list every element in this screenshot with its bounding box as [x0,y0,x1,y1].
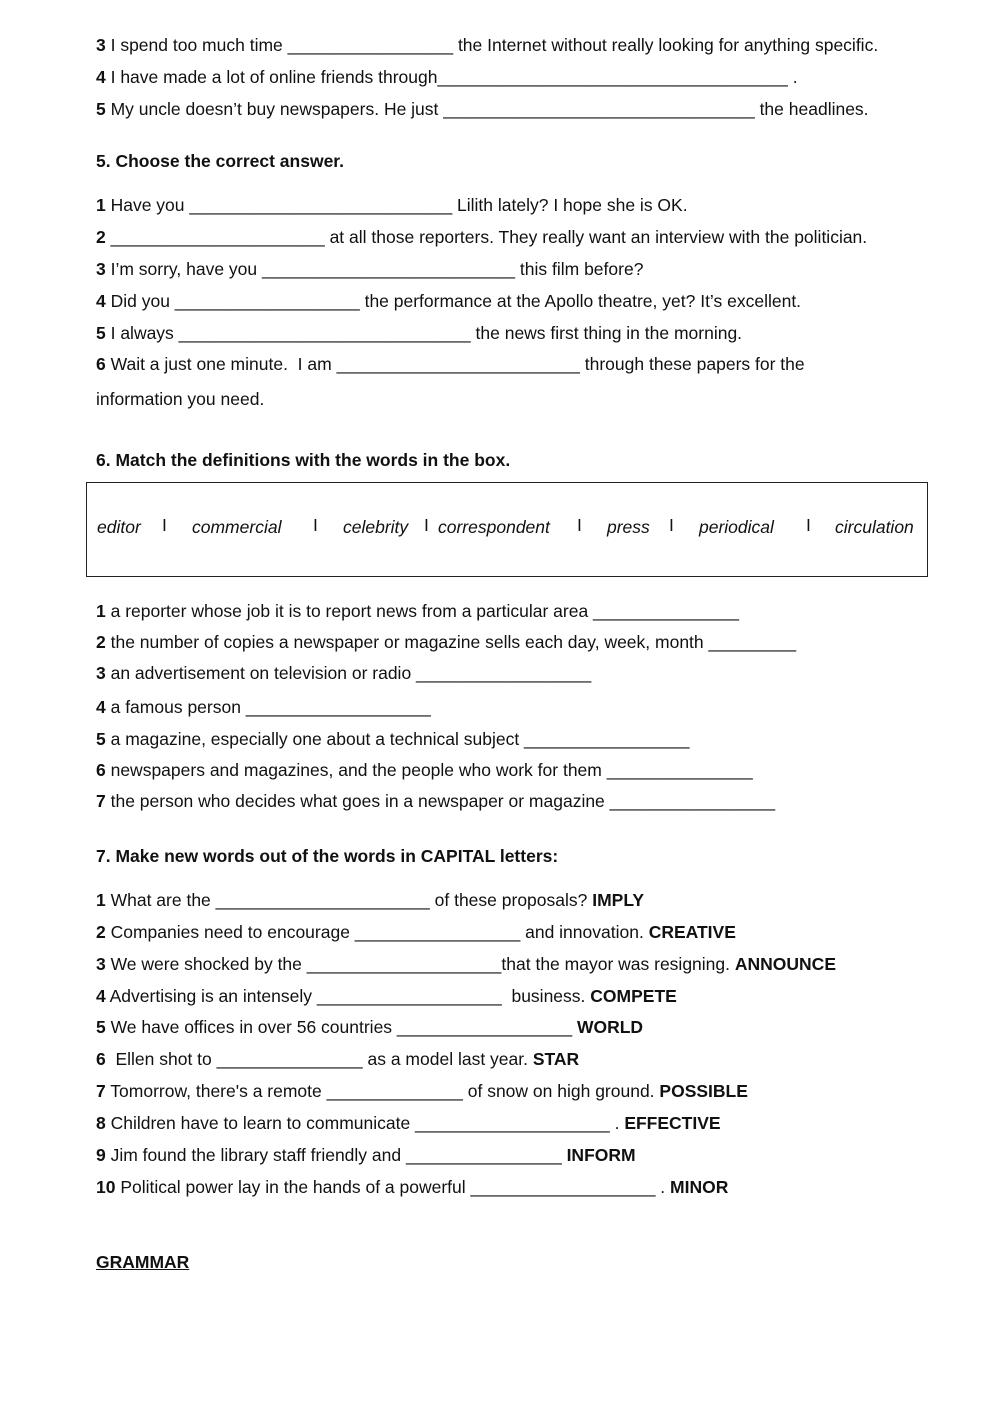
exercise-item [96,259,643,279]
item-text: We have offices in over 56 countries __________________ [105,1017,577,1037]
item-text: a magazine, especially one about a technical subject _________________ [105,729,690,749]
exercise-item [96,1017,643,1037]
item-text: I’m sorry, have you __________________________ this film before? [105,259,644,279]
box-word: correspondent [438,517,550,537]
exercise-item [96,35,878,55]
exercise-item [96,729,690,749]
exercise-item [96,791,775,811]
item-text: Tomorrow, there's a remote ______________ of snow on high ground. [105,1081,660,1101]
item-number: 4 [96,986,106,1006]
word-box [86,482,928,577]
item-text: a reporter whose job it is to report news from a particular area _______________ [105,601,740,621]
item-number: 4 [96,291,106,311]
exercise-item [96,195,688,215]
word-separator: I [806,515,811,535]
item-text: Have you ___________________________ Lilith lately? I hope she is OK. [105,195,688,215]
exercise-item [96,986,677,1006]
section-heading: 7. Make new words out of the words in CAPITAL letters: [96,846,559,866]
exercise-item [96,632,796,652]
capital-word: IMPLY [592,890,645,910]
exercise-item [96,954,836,974]
section-heading: 5. Choose the correct answer. [96,151,345,171]
item-number: 1 [96,890,106,910]
item-text: the number of copies a newspaper or magazine sells each day, week, month _________ [105,632,797,652]
capital-word: COMPETE [590,986,677,1006]
item-text: Jim found the library staff friendly and ________________ [105,1145,567,1165]
capital-word: WORLD [576,1017,644,1037]
item-text: I have made a lot of online friends through____________________________________ . [105,67,798,87]
item-text: ______________________ at all those reporters. They really want an interview with the politician. [105,227,868,247]
word-separator: I [424,515,429,535]
capital-word: ANNOUNCE [734,954,836,974]
word-separator: I [669,515,674,535]
capital-word: INFORM [566,1145,636,1165]
exercise-item [96,227,867,247]
item-text: We were shocked by the ____________________that the mayor was resigning. [105,954,735,974]
item-number: 7 [96,791,106,811]
item-continuation: information you need. [96,389,265,409]
exercise-item [96,354,805,374]
exercise-item [96,1145,636,1165]
capital-word: MINOR [670,1177,729,1197]
exercise-item [96,922,736,942]
exercise-item [96,1177,728,1197]
box-word: editor [97,517,141,537]
item-number: 5 [96,1017,106,1037]
word-separator: I [313,515,318,535]
grammar-heading: GRAMMAR [96,1252,190,1272]
box-word: periodical [699,517,774,537]
item-number: 9 [96,1145,106,1165]
item-number: 3 [96,954,106,974]
item-number: 2 [96,227,106,247]
exercise-item [96,890,644,910]
item-number: 6 [96,760,106,780]
exercise-item [96,760,753,780]
exercise-item [96,99,869,119]
item-number: 1 [96,601,106,621]
item-number: 4 [96,67,106,87]
item-number: 10 [96,1177,116,1197]
item-text: Did you ___________________ the performance at the Apollo theatre, yet? It’s excellent. [105,291,802,311]
item-number: 7 [96,1081,106,1101]
item-number: 3 [96,259,106,279]
item-text: My uncle doesn’t buy newspapers. He just ________________________________ the headlines. [105,99,869,119]
item-number: 2 [96,922,106,942]
item-number: 8 [96,1113,106,1133]
exercise-item [96,1081,748,1101]
item-number: 4 [96,697,106,717]
item-text: a famous person ___________________ [105,697,431,717]
item-text: I always ______________________________ the news first thing in the morning. [105,323,743,343]
item-text: Ellen shot to _______________ as a model last year. [105,1049,533,1069]
word-separator: I [577,515,582,535]
capital-word: EFFECTIVE [624,1113,721,1133]
exercise-item [96,291,801,311]
section-heading: 6. Match the definitions with the words in the box. [96,450,511,470]
item-text: the person who decides what goes in a newspaper or magazine _________________ [105,791,776,811]
box-word: circulation [835,517,914,537]
item-number: 5 [96,99,106,119]
item-number: 5 [96,729,106,749]
item-text: Advertising is an intensely ___________________ business. [105,986,591,1006]
item-text: Companies need to encourage _________________ and innovation. [105,922,649,942]
exercise-item [96,697,431,717]
item-text: an advertisement on television or radio __________________ [105,663,592,683]
item-text: Political power lay in the hands of a powerful ___________________ . [115,1177,671,1197]
capital-word: CREATIVE [648,922,736,942]
exercise-item [96,67,798,87]
exercise-item [96,601,739,621]
item-number: 6 [96,354,106,374]
box-word: press [607,517,650,537]
item-number: 2 [96,632,106,652]
capital-word: POSSIBLE [659,1081,748,1101]
item-number: 3 [96,663,106,683]
item-number: 3 [96,35,106,55]
exercise-item [96,663,591,683]
exercise-item [96,1113,721,1133]
exercise-item [96,323,742,343]
item-number: 1 [96,195,106,215]
item-text: I spend too much time _________________ the Internet without really looking for anything specific. [105,35,879,55]
item-text: Children have to learn to communicate ____________________ . [105,1113,625,1133]
item-number: 6 [96,1049,106,1069]
capital-word: STAR [532,1049,580,1069]
box-word: commercial [192,517,282,537]
box-word: celebrity [343,517,409,537]
item-text: newspapers and magazines, and the people who work for them _______________ [105,760,753,780]
item-text: Wait a just one minute. I am _________________________ through these papers for the [105,354,805,374]
item-number: 5 [96,323,106,343]
item-text: What are the ______________________ of these proposals? [105,890,593,910]
exercise-item [96,1049,579,1069]
word-separator: I [162,515,167,535]
